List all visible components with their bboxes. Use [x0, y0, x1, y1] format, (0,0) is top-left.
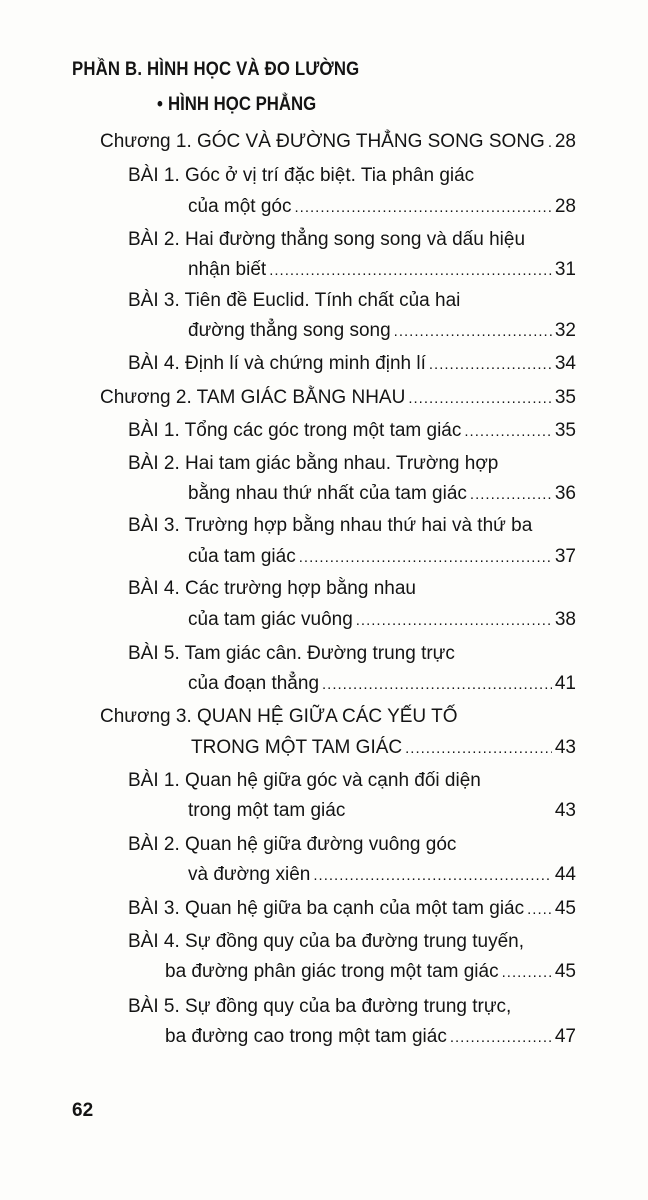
toc-c1-bai3-line1[interactable]: BÀI 3. Tiên đề Euclid. Tính chất của hai — [128, 290, 461, 311]
page-ref: 47 — [554, 1026, 576, 1047]
page-ref: 45 — [554, 961, 576, 982]
toc-c1-bai4[interactable]: BÀI 4. Định lí và chứng minh định lí ..... 34 — [128, 353, 576, 380]
toc-chapter-3-line2[interactable]: TRONG MỘT TAM GIÁC ..... 43 — [191, 737, 576, 764]
leader-dots — [295, 199, 552, 216]
page-ref: 38 — [554, 609, 576, 630]
section-heading — [157, 93, 316, 116]
toc-c3-bai1-line1[interactable]: BÀI 1. Quan hệ giữa góc và cạnh đối diện — [128, 770, 481, 791]
page-ref: 35 — [554, 420, 576, 441]
page-ref: 45 — [554, 898, 576, 919]
toc-c2-bai2-line1[interactable]: BÀI 2. Hai tam giác bằng nhau. Trường hợp — [128, 453, 499, 474]
toc-c1-bai1-line1[interactable]: BÀI 1. Góc ở vị trí đặc biệt. Tia phân giác — [128, 165, 475, 186]
toc-c3-bai1-line2[interactable]: trong một tam giác 43 — [188, 800, 576, 821]
leader-dots — [322, 676, 552, 693]
leader-dots — [429, 356, 552, 373]
page-ref: 37 — [554, 546, 576, 567]
page-ref: 36 — [554, 483, 576, 504]
toc-c3-bai5-line2[interactable]: ba đường cao trong một tam giác ..... 47 — [165, 1026, 576, 1053]
page-ref: 28 — [554, 131, 576, 152]
toc-chapter-3-line1[interactable]: Chương 3. QUAN HỆ GIỮA CÁC YẾU TỐ — [100, 706, 458, 727]
page-ref: 32 — [554, 320, 576, 341]
toc-c3-bai2-line2[interactable]: và đường xiên ..... 44 — [188, 864, 576, 891]
leader-dots — [548, 134, 552, 151]
leader-dots — [502, 964, 552, 981]
leader-dots — [408, 390, 552, 407]
leader-dots — [464, 423, 551, 440]
page-ref: 28 — [554, 196, 576, 217]
page-number: 62 — [72, 1100, 94, 1121]
toc-c2-bai4-line1[interactable]: BÀI 4. Các trường hợp bằng nhau — [128, 578, 416, 599]
toc-c2-bai1[interactable]: BÀI 1. Tổng các góc trong một tam giác ..... 35 — [128, 420, 576, 447]
toc-c2-bai5-line1[interactable]: BÀI 5. Tam giác cân. Đường trung trực — [128, 643, 455, 664]
leader-dots — [470, 486, 552, 503]
page-ref: 34 — [554, 353, 576, 374]
page-ref: 31 — [554, 259, 576, 280]
leader-dots — [313, 867, 552, 884]
toc-c2-bai4-line2[interactable]: của tam giác vuông ..... 38 — [188, 609, 576, 636]
toc-c2-bai2-line2[interactable]: bằng nhau thứ nhất của tam giác ..... 36 — [188, 483, 576, 510]
toc-c3-bai2-line1[interactable]: BÀI 2. Quan hệ giữa đường vuông góc — [128, 834, 457, 855]
leader-dots — [405, 740, 552, 757]
toc-c1-bai3-line2[interactable]: đường thẳng song song ..... 32 — [188, 320, 576, 347]
page-ref: 43 — [554, 800, 576, 821]
toc-c2-bai5-line2[interactable]: của đoạn thẳng ..... 41 — [188, 673, 576, 700]
toc-chapter-2[interactable]: Chương 2. TAM GIÁC BẰNG NHAU ..... 35 — [100, 387, 576, 414]
leader-dots — [356, 612, 552, 629]
toc-c1-bai1-line2[interactable]: của một góc ..... 28 — [188, 196, 576, 223]
page-ref: 35 — [554, 387, 576, 408]
section-title: HÌNH HỌC PHẲNG — [168, 93, 317, 115]
toc-c1-bai2-line1[interactable]: BÀI 2. Hai đường thẳng song song và dấu hiệu — [128, 229, 526, 250]
leader-dots — [394, 323, 552, 340]
page-ref: 44 — [554, 864, 576, 885]
toc-chapter-1[interactable]: Chương 1. GÓC VÀ ĐƯỜNG THẲNG SONG SONG ..... 28 — [100, 131, 576, 158]
page-ref: 41 — [554, 673, 576, 694]
leader-dots — [299, 549, 552, 566]
toc-c2-bai3-line1[interactable]: BÀI 3. Trường hợp bằng nhau thứ hai và thứ ba — [128, 515, 533, 536]
toc-c1-bai2-line2[interactable]: nhận biết ..... 31 — [188, 259, 576, 286]
bullet-icon: • — [157, 93, 163, 115]
toc-c3-bai4-line1[interactable]: BÀI 4. Sự đồng quy của ba đường trung tuyến, — [128, 931, 524, 952]
part-title: PHẦN B. HÌNH HỌC VÀ ĐO LƯỜNG — [72, 58, 360, 80]
leader-dots — [450, 1029, 552, 1046]
page-ref: 43 — [554, 737, 576, 758]
toc-c3-bai4-line2[interactable]: ba đường phân giác trong một tam giác ..... 45 — [165, 961, 576, 988]
toc-c2-bai3-line2[interactable]: của tam giác ..... 37 — [188, 546, 576, 573]
leader-dots — [527, 901, 552, 918]
toc-c3-bai3[interactable]: BÀI 3. Quan hệ giữa ba cạnh của một tam giác ..... 45 — [128, 898, 576, 925]
toc-c3-bai5-line1[interactable]: BÀI 5. Sự đồng quy của ba đường trung trực, — [128, 996, 512, 1017]
leader-dots — [269, 262, 552, 279]
